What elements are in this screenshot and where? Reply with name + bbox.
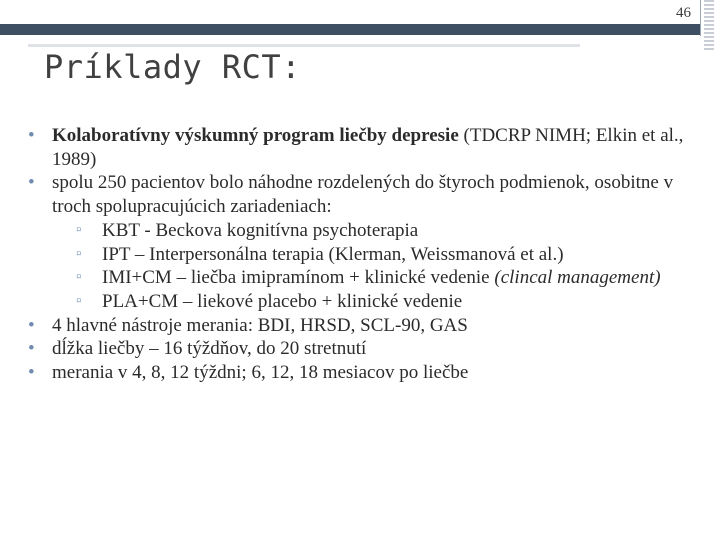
bullet-bold-text: Kolaboratívny výskumný program liečby depresie — [52, 125, 459, 146]
bullet-item — [20, 124, 710, 171]
bullet-item — [20, 337, 710, 361]
sub-bullet-text: KBT - Beckova kognitívna psychoterapia — [102, 219, 419, 241]
sub-bullet-text: IPT – Interpersonálna terapia (Klerman, Weissmanová et al.) — [102, 243, 564, 265]
bullet-item — [20, 314, 710, 338]
bullet-text: dĺžka liečby – 16 týždňov, do 20 stretnutí — [52, 338, 367, 360]
sub-bullet-item — [20, 243, 710, 267]
bullet-text: merania v 4, 8, 12 týždni; 6, 12, 18 mesiacov po liečbe — [52, 362, 469, 384]
title-underline — [28, 44, 580, 47]
page-number: 46 — [676, 5, 691, 21]
bullet-item — [20, 171, 710, 218]
bullet-text: 4 hlavné nástroje merania: BDI, HRSD, SCL-90, GAS — [52, 314, 468, 336]
corner-decoration — [704, 0, 714, 50]
sub-bullet-item — [20, 290, 710, 314]
bullet-text: (TDCRP NIMH; Elkin et al., 1989) — [52, 125, 684, 170]
sub-bullet-italic-text: (clincal management) — [494, 267, 661, 289]
sub-bullet-text: PLA+CM – liekové placebo + klinické vedenie — [102, 290, 463, 312]
bullet-item — [20, 361, 710, 385]
sub-bullet-item — [20, 266, 710, 290]
top-bar — [0, 24, 700, 35]
sub-bullet-text: IMI+CM – liečba imipramínom + klinické vedenie — [102, 267, 495, 289]
bullet-text: spolu 250 pacientov bolo náhodne rozdelených do štyroch podmienok, osobitne v troch spolupracujúcich zariadeniach: — [52, 172, 674, 218]
right-rule — [700, 0, 701, 36]
slide-content — [20, 124, 710, 385]
sub-bullet-item — [20, 219, 710, 243]
slide-title: Príklady RCT: — [44, 48, 301, 86]
